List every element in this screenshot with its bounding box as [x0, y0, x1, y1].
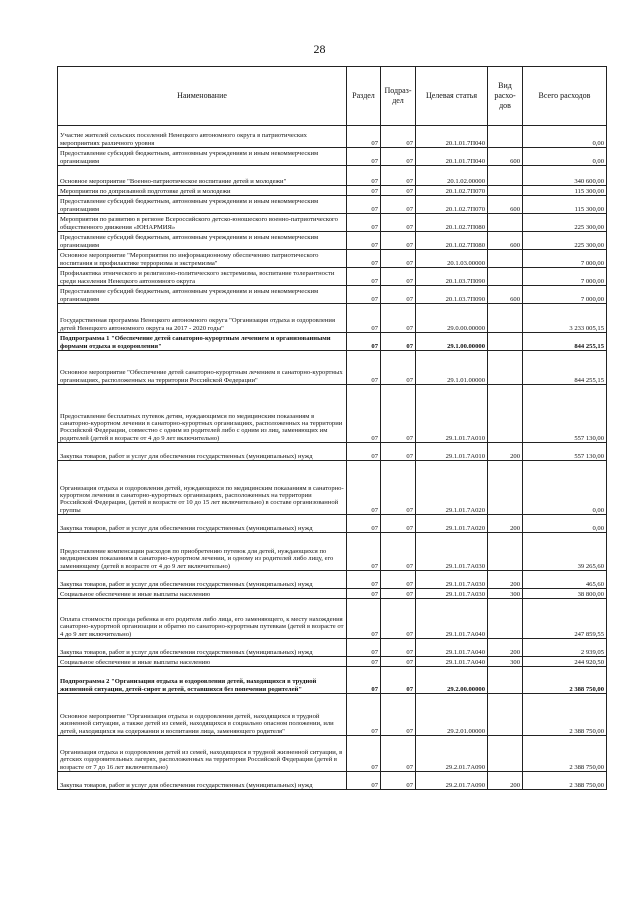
row-name-cell: Подпрограмма 1 "Обеспечение детей санаторно-курортным лечением и организованными формами отдыха и оздоровления": [58, 333, 347, 351]
row-amount-cell: 3 233 005,15: [523, 304, 607, 333]
row-section-cell: 07: [347, 286, 381, 304]
row-section-cell: 07: [347, 667, 381, 694]
row-target-cell: 29.1.01.7А030: [416, 571, 488, 589]
row-name-cell: Основное мероприятие "Обеспечение детей санаторно-курортным лечением в санаторно-курортных организациях, расположенных на территории Российской Федерации": [58, 351, 347, 385]
row-name-cell: Профилактика этнического и религиозно-политического экстремизма, воспитание толерантности среди населения Ненецкого автономного округа: [58, 268, 347, 286]
table-row: [58, 286, 607, 304]
row-subsection-cell: 07: [381, 694, 416, 736]
row-expense-type-cell: 200: [488, 571, 523, 589]
row-target-cell: 29.2.00.00000: [416, 667, 488, 694]
row-amount-cell: 115 300,00: [523, 186, 607, 196]
row-subsection-cell: 07: [381, 657, 416, 667]
row-amount-cell: 0,00: [523, 515, 607, 533]
row-subsection-cell: 07: [381, 232, 416, 250]
row-expense-type-cell: 200: [488, 515, 523, 533]
row-subsection-cell: 07: [381, 736, 416, 772]
row-target-cell: 29.1.01.7А010: [416, 443, 488, 461]
row-name-cell: Предоставление компенсации расходов по приобретению путевок для детей, нуждающихся по медицинским показаниям в санаторно-курортном лечении, и одному из родителей либо лицу, его заменяющему (детей в возрасте от 4 до 9 лет включительно): [58, 533, 347, 571]
row-amount-cell: 340 600,00: [523, 166, 607, 186]
row-amount-cell: 7 000,00: [523, 250, 607, 268]
row-name-cell: Предоставление субсидий бюджетным, автономным учреждениям и иным некоммерческим организациям: [58, 286, 347, 304]
row-name-cell: Основное мероприятие "Мероприятия по информационному обеспечению патриотического воспитания и профилактике терроризма и экстремизма": [58, 250, 347, 268]
row-target-cell: 20.1.02.7П080: [416, 214, 488, 232]
row-section-cell: 07: [347, 333, 381, 351]
row-amount-cell: 7 000,00: [523, 286, 607, 304]
row-section-cell: 07: [347, 166, 381, 186]
row-amount-cell: 2 939,05: [523, 639, 607, 657]
row-section-cell: 07: [347, 772, 381, 790]
row-expense-type-cell: [488, 694, 523, 736]
page-number: 28: [313, 42, 326, 56]
row-section-cell: 07: [347, 589, 381, 599]
row-expense-type-cell: [488, 126, 523, 148]
table-row: [58, 589, 607, 599]
table-row: [58, 166, 607, 186]
table-row: [58, 443, 607, 461]
header-subsection: Подраз-дел: [381, 67, 416, 126]
row-section-cell: 07: [347, 304, 381, 333]
table-row: [58, 639, 607, 657]
table-row: [58, 515, 607, 533]
row-amount-cell: 557 130,00: [523, 443, 607, 461]
row-subsection-cell: 07: [381, 639, 416, 657]
table-row: [58, 214, 607, 232]
row-name-cell: Социальное обеспечение и иные выплаты населению: [58, 589, 347, 599]
table-row: [58, 351, 607, 385]
row-expense-type-cell: 600: [488, 148, 523, 166]
header-total-expenses: Всего расходов: [523, 67, 607, 126]
row-subsection-cell: 07: [381, 250, 416, 268]
row-subsection-cell: 07: [381, 515, 416, 533]
table-row: [58, 772, 607, 790]
table-row: [58, 126, 607, 148]
header-section: Раздел: [347, 67, 381, 126]
row-subsection-cell: 07: [381, 461, 416, 515]
row-expense-type-cell: 300: [488, 589, 523, 599]
row-target-cell: 29.1.00.00000: [416, 333, 488, 351]
row-section-cell: 07: [347, 694, 381, 736]
table-row: [58, 385, 607, 443]
row-expense-type-cell: [488, 667, 523, 694]
row-expense-type-cell: 600: [488, 196, 523, 214]
row-amount-cell: 557 130,00: [523, 385, 607, 443]
row-expense-type-cell: [488, 214, 523, 232]
table-row: [58, 461, 607, 515]
row-expense-type-cell: [488, 333, 523, 351]
row-target-cell: 20.1.02.00000: [416, 166, 488, 186]
row-section-cell: 07: [347, 571, 381, 589]
row-name-cell: Закупка товаров, работ и услуг для обеспечения государственных (муниципальных) нужд: [58, 515, 347, 533]
row-name-cell: Участие жителей сельских поселений Ненецкого автономного округа в патриотических мероприятиях различного уровня: [58, 126, 347, 148]
row-expense-type-cell: 300: [488, 657, 523, 667]
row-subsection-cell: 07: [381, 186, 416, 196]
row-target-cell: 29.1.01.7А010: [416, 385, 488, 443]
row-subsection-cell: 07: [381, 268, 416, 286]
table-row: [58, 657, 607, 667]
row-amount-cell: 7 000,00: [523, 268, 607, 286]
table-row: [58, 533, 607, 571]
row-target-cell: 20.1.02.7П070: [416, 186, 488, 196]
row-expense-type-cell: [488, 385, 523, 443]
row-name-cell: Предоставление субсидий бюджетным, автономным учреждениям и иным некоммерческим организациям: [58, 196, 347, 214]
row-expense-type-cell: 600: [488, 232, 523, 250]
row-expense-type-cell: [488, 351, 523, 385]
table-row: [58, 333, 607, 351]
row-amount-cell: 2 388 750,00: [523, 736, 607, 772]
row-expense-type-cell: [488, 250, 523, 268]
row-expense-type-cell: 200: [488, 639, 523, 657]
row-target-cell: 29.1.01.7А030: [416, 533, 488, 571]
row-expense-type-cell: [488, 166, 523, 186]
row-target-cell: 29.1.01.7А040: [416, 599, 488, 639]
row-target-cell: 29.2.01.7А090: [416, 772, 488, 790]
row-section-cell: 07: [347, 250, 381, 268]
row-expense-type-cell: [488, 268, 523, 286]
row-subsection-cell: 07: [381, 148, 416, 166]
row-subsection-cell: 07: [381, 214, 416, 232]
row-subsection-cell: 07: [381, 385, 416, 443]
row-expense-type-cell: 200: [488, 443, 523, 461]
row-target-cell: 29.1.01.7А040: [416, 657, 488, 667]
table-row: [58, 736, 607, 772]
row-target-cell: 20.1.03.7П090: [416, 268, 488, 286]
table-row: [58, 599, 607, 639]
row-name-cell: Организация отдыха и оздоровления детей, нуждающихся по медицинским показаниям в санаторно-курортном лечении в санаторно-курортных организациях, расположенных на территории Российской Федерации, (детей в возрасте от 10 до 15 лет включительно) в составе организованной группы: [58, 461, 347, 515]
row-target-cell: 29.1.01.7А020: [416, 461, 488, 515]
table-row: [58, 571, 607, 589]
row-name-cell: Социальное обеспечение и иные выплаты населению: [58, 657, 347, 667]
table-row: [58, 196, 607, 214]
table-row: [58, 268, 607, 286]
row-name-cell: Мероприятия по допризывной подготовке детей и молодежи: [58, 186, 347, 196]
row-name-cell: Закупка товаров, работ и услуг для обеспечения государственных (муниципальных) нужд: [58, 443, 347, 461]
row-section-cell: 07: [347, 351, 381, 385]
row-section-cell: 07: [347, 148, 381, 166]
table-row: [58, 304, 607, 333]
row-name-cell: Оплата стоимости проезда ребенка и его родителя либо лица, его заменяющего, к месту нахождения санаторно-курортной организации и обратно по санаторно-курортным путевкам (детей в возрасте от 4 до 9 лет включительно): [58, 599, 347, 639]
row-name-cell: Организация отдыха и оздоровления детей из семей, находящихся в трудной жизненной ситуации, в детских оздоровительных лагерях, расположенных на территории Российской Федерации (детей в возрасте от 7 до 16 лет включительно): [58, 736, 347, 772]
row-amount-cell: 0,00: [523, 461, 607, 515]
header-expense-type: Вид расхо-дов: [488, 67, 523, 126]
row-name-cell: Мероприятия по развитию в регионе Всероссийского детско-юношеского военно-патриотического общественного движения «ЮНАРМИЯ»: [58, 214, 347, 232]
row-expense-type-cell: [488, 304, 523, 333]
row-name-cell: Закупка товаров, работ и услуг для обеспечения государственных (муниципальных) нужд: [58, 772, 347, 790]
row-section-cell: 07: [347, 268, 381, 286]
row-subsection-cell: 07: [381, 126, 416, 148]
row-subsection-cell: 07: [381, 571, 416, 589]
row-section-cell: 07: [347, 736, 381, 772]
row-amount-cell: 244 920,50: [523, 657, 607, 667]
header-target-article: Целевая статья: [416, 67, 488, 126]
row-expense-type-cell: [488, 599, 523, 639]
header-name: Наименование: [58, 67, 347, 126]
table-row: [58, 232, 607, 250]
row-target-cell: 29.2.01.7А090: [416, 736, 488, 772]
row-subsection-cell: 07: [381, 667, 416, 694]
table-row: [58, 186, 607, 196]
row-section-cell: 07: [347, 443, 381, 461]
table-row: [58, 148, 607, 166]
row-subsection-cell: 07: [381, 196, 416, 214]
row-subsection-cell: 07: [381, 599, 416, 639]
row-amount-cell: 115 300,00: [523, 196, 607, 214]
row-target-cell: 29.2.01.00000: [416, 694, 488, 736]
table-row: [58, 694, 607, 736]
table-row: [58, 250, 607, 268]
row-target-cell: 29.0.00.00000: [416, 304, 488, 333]
row-expense-type-cell: [488, 186, 523, 196]
table-header-row: [58, 67, 607, 126]
row-section-cell: 07: [347, 196, 381, 214]
row-amount-cell: 2 388 750,00: [523, 667, 607, 694]
row-amount-cell: 2 388 750,00: [523, 694, 607, 736]
row-name-cell: Предоставление субсидий бюджетным, автономным учреждениям и иным некоммерческим организациям: [58, 232, 347, 250]
row-section-cell: 07: [347, 186, 381, 196]
row-amount-cell: 844 255,15: [523, 351, 607, 385]
row-section-cell: 07: [347, 639, 381, 657]
row-target-cell: 29.1.01.7А020: [416, 515, 488, 533]
row-name-cell: Закупка товаров, работ и услуг для обеспечения государственных (муниципальных) нужд: [58, 639, 347, 657]
row-section-cell: 07: [347, 232, 381, 250]
row-name-cell: Государственная программа Ненецкого автономного округа "Организация отдыха и оздоровления детей Ненецкого автономного округа на 2017 - 2020 годы": [58, 304, 347, 333]
row-target-cell: 20.1.02.7П070: [416, 196, 488, 214]
row-amount-cell: 2 388 750,00: [523, 772, 607, 790]
row-subsection-cell: 07: [381, 351, 416, 385]
row-name-cell: Основное мероприятие "Военно-патриотическое воспитание детей и молодежи": [58, 166, 347, 186]
table-row: [58, 667, 607, 694]
row-subsection-cell: 07: [381, 166, 416, 186]
row-section-cell: 07: [347, 657, 381, 667]
row-target-cell: 29.1.01.00000: [416, 351, 488, 385]
row-target-cell: 29.1.01.7А040: [416, 639, 488, 657]
row-amount-cell: 0,00: [523, 148, 607, 166]
row-target-cell: 20.1.02.7П080: [416, 232, 488, 250]
row-name-cell: Основное мероприятие "Организация отдыха и оздоровления детей, находящихся в трудной жизненной ситуации, а также детей из семей, находящихся в социально опасном положении, или детей, находящихся на содержании и воспитании лица, заменяющего родителя": [58, 694, 347, 736]
row-target-cell: 20.1.03.7П090: [416, 286, 488, 304]
row-name-cell: Подпрограмма 2 "Организация отдыха и оздоровления детей, находящихся в трудной жизненной ситуации, детей-сирот и детей, оставшихся без попечения родителей": [58, 667, 347, 694]
row-name-cell: Закупка товаров, работ и услуг для обеспечения государственных (муниципальных) нужд: [58, 571, 347, 589]
row-expense-type-cell: 600: [488, 286, 523, 304]
row-target-cell: 29.1.01.7А030: [416, 589, 488, 599]
row-expense-type-cell: [488, 736, 523, 772]
row-subsection-cell: 07: [381, 772, 416, 790]
row-expense-type-cell: 200: [488, 772, 523, 790]
row-subsection-cell: 07: [381, 533, 416, 571]
row-subsection-cell: 07: [381, 286, 416, 304]
row-subsection-cell: 07: [381, 443, 416, 461]
row-amount-cell: 225 300,00: [523, 214, 607, 232]
row-amount-cell: 247 859,55: [523, 599, 607, 639]
row-amount-cell: 39 265,60: [523, 533, 607, 571]
row-section-cell: 07: [347, 599, 381, 639]
row-name-cell: Предоставление субсидий бюджетным, автономным учреждениям и иным некоммерческим организациям: [58, 148, 347, 166]
row-section-cell: 07: [347, 126, 381, 148]
row-name-cell: Предоставление бесплатных путевок детям, нуждающимся по медицинским показаниям в санаторно-курортном лечении в санаторно-курортных организациях, расположенных на территории Российской Федерации, совместно с одним из родителей либо с одним из лиц, заменяющих им родителей (детей в возрасте от 4 до 9 лет включительно): [58, 385, 347, 443]
row-target-cell: 20.1.01.7П040: [416, 126, 488, 148]
row-target-cell: 20.1.01.7П040: [416, 148, 488, 166]
row-subsection-cell: 07: [381, 589, 416, 599]
row-expense-type-cell: [488, 461, 523, 515]
row-subsection-cell: 07: [381, 304, 416, 333]
row-amount-cell: 225 300,00: [523, 232, 607, 250]
row-section-cell: 07: [347, 461, 381, 515]
row-amount-cell: 465,60: [523, 571, 607, 589]
row-expense-type-cell: [488, 533, 523, 571]
row-target-cell: 20.1.03.00000: [416, 250, 488, 268]
row-section-cell: 07: [347, 533, 381, 571]
budget-table: [57, 66, 607, 790]
row-section-cell: 07: [347, 385, 381, 443]
row-subsection-cell: 07: [381, 333, 416, 351]
row-amount-cell: 844 255,15: [523, 333, 607, 351]
row-amount-cell: 38 800,00: [523, 589, 607, 599]
row-section-cell: 07: [347, 214, 381, 232]
row-amount-cell: 0,00: [523, 126, 607, 148]
row-section-cell: 07: [347, 515, 381, 533]
